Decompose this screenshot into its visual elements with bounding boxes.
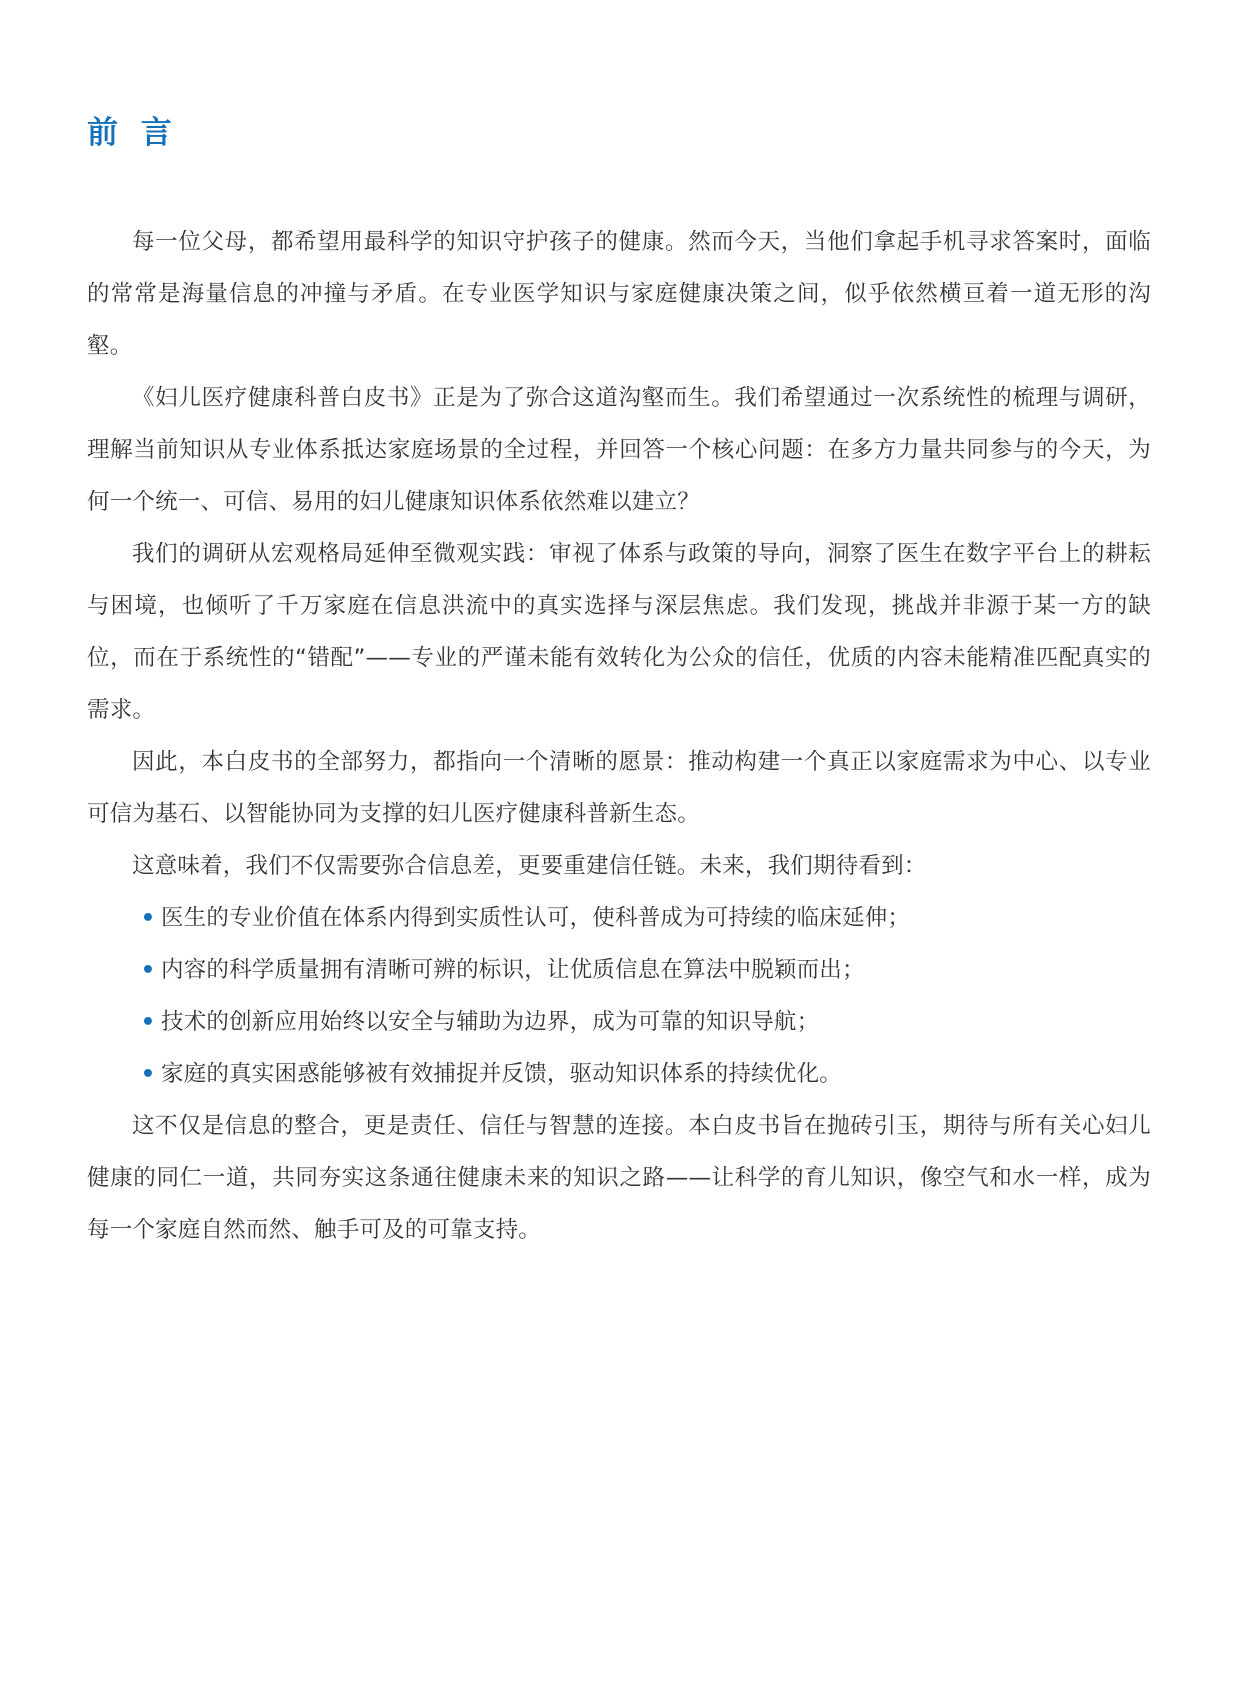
list-item-text: 医生的专业价值在体系内得到实质性认可，使科普成为可持续的临床延伸； (161, 905, 911, 931)
list-item (87, 892, 1151, 944)
list-item (87, 944, 1151, 996)
bullet-icon: • (140, 1009, 156, 1035)
bullet-icon: • (140, 957, 156, 983)
list-item-text: 家庭的真实困惑能够被有效捕捉并反馈，驱动知识体系的持续优化。 (161, 1061, 843, 1087)
paragraph: 每一位父母，都希望用最科学的知识守护孩子的健康。然而今天，当他们拿起手机寻求答案时，面临的常常是海量信息的冲撞与矛盾。在专业医学知识与家庭健康决策之间，似乎依然横亘着一道无形的沟壑。 (87, 229, 1151, 359)
paragraph: 这意味着，我们不仅需要弥合信息差，更要重建信任链。未来，我们期待看到： (132, 853, 927, 879)
paragraph: 因此，本白皮书的全部努力，都指向一个清晰的愿景：推动构建一个真正以家庭需求为中心、以专业可信为基石、以智能协同为支撑的妇儿医疗健康科普新生态。 (87, 749, 1151, 827)
page-title: 前 言 (87, 115, 178, 151)
bullet-icon: • (140, 905, 156, 931)
list-item-text: 技术的创新应用始终以安全与辅助为边界，成为可靠的知识导航； (161, 1009, 820, 1035)
expectations-list (87, 892, 1151, 1100)
list-item (87, 1048, 1151, 1100)
closing-paragraph: 这不仅是信息的整合，更是责任、信任与智慧的连接。本白皮书旨在抛砖引玉，期待与所有关心妇儿健康的同仁一道，共同夯实这条通往健康未来的知识之路——让科学的育儿知识，像空气和水一样，成为每一个家庭自然而然、触手可及的可靠支持。 (87, 1113, 1151, 1243)
list-item-text: 内容的科学质量拥有清晰可辨的标识，让优质信息在算法中脱颖而出； (161, 957, 865, 983)
list-item (87, 996, 1151, 1048)
paragraph: 我们的调研从宏观格局延伸至微观实践：审视了体系与政策的导向，洞察了医生在数字平台上的耕耘与困境，也倾听了千万家庭在信息洪流中的真实选择与深层焦虑。我们发现，挑战并非源于某一方的缺位，而在于系统性的“错配”——专业的严谨未能有效转化为公众的信任，优质的内容未能精准匹配真实的需求。 (87, 541, 1151, 723)
preface-body (87, 216, 1151, 1256)
bullet-icon: • (140, 1061, 156, 1087)
paragraph: 《妇儿医疗健康科普白皮书》正是为了弥合这道沟壑而生。我们希望通过一次系统性的梳理与调研，理解当前知识从专业体系抵达家庭场景的全过程，并回答一个核心问题：在多方力量共同参与的今天，为何一个统一、可信、易用的妇儿健康知识体系依然难以建立？ (87, 385, 1151, 515)
